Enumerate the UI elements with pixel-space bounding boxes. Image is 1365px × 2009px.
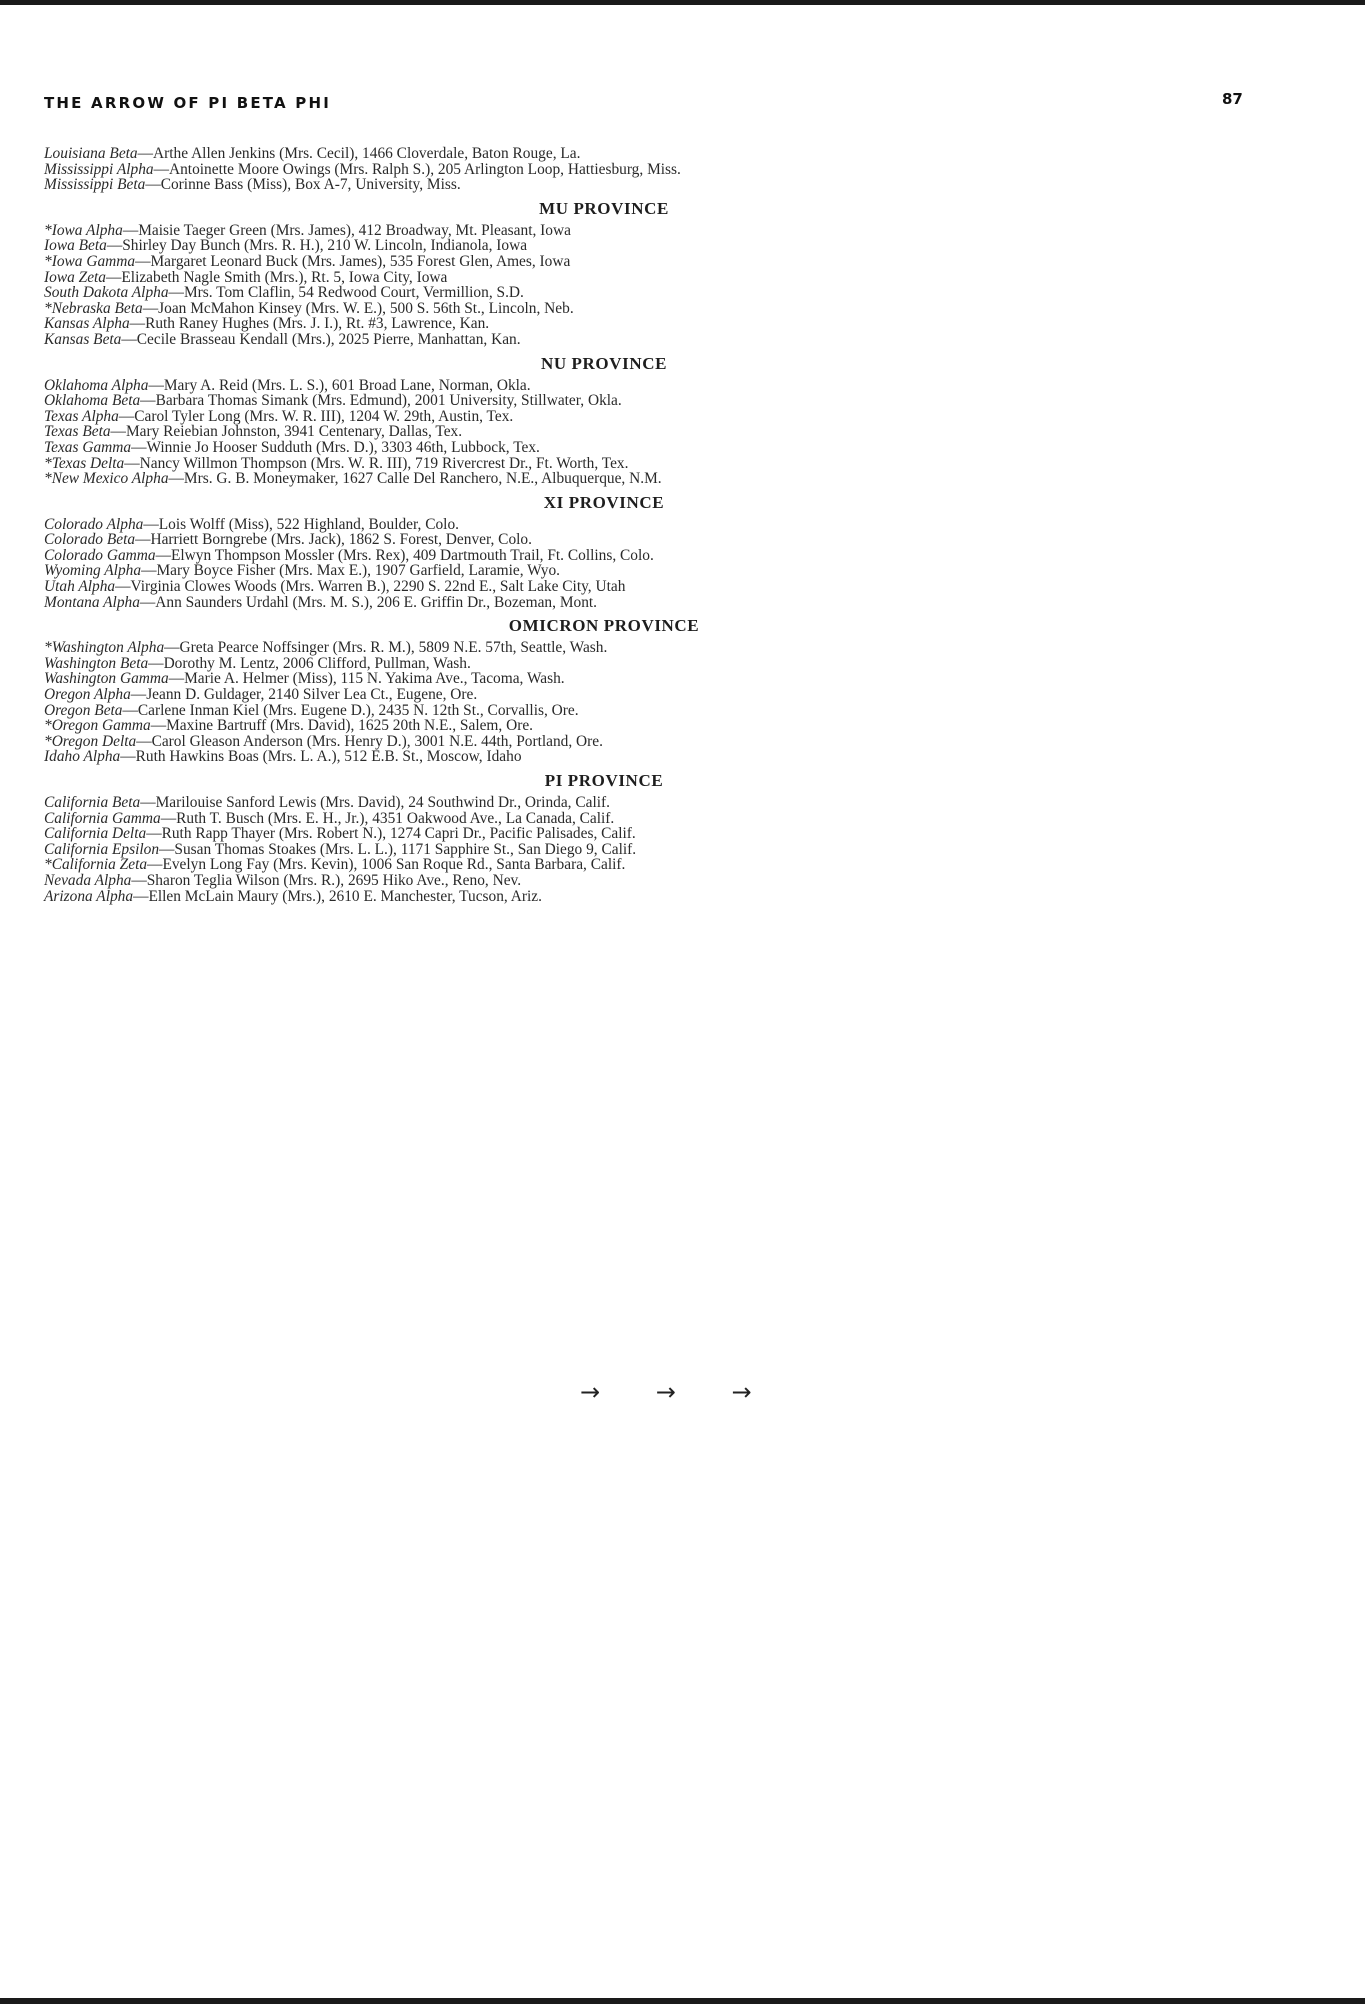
chapter-directory <box>44 146 1244 904</box>
chapter-info: Jeann D. Guldager, 2140 Silver Lea Ct., Eugene, Ore. <box>146 686 478 704</box>
em-dash: — <box>118 407 135 425</box>
chapter-name: Colorado Gamma <box>44 546 156 564</box>
chapter-name: Montana Alpha <box>44 593 140 611</box>
chapter-info: Mary A. Reid (Mrs. L. S.), 601 Broad Lane, Norman, Okla. <box>163 376 531 394</box>
chapter-name: Utah Alpha <box>44 578 116 596</box>
chapter-info: Margaret Leonard Buck (Mrs. James), 535 Forest Glen, Ames, Iowa <box>150 252 571 270</box>
province-section <box>44 770 1244 904</box>
province-heading: MU PROVINCE <box>539 198 669 218</box>
chapter-entry <box>44 409 1244 425</box>
chapter-name: *Washington Alpha <box>44 639 165 657</box>
chapter-name: Iowa Zeta <box>44 268 106 286</box>
chapter-info: Susan Thomas Stoakes (Mrs. L. L.), 1171 Sapphire St., San Diego 9, Calif. <box>174 840 637 858</box>
chapter-entry <box>44 223 1244 239</box>
em-dash: — <box>106 268 122 286</box>
chapter-entry <box>44 873 1244 889</box>
chapter-info: Ruth Raney Hughes (Mrs. J. I.), Rt. #3, Lawrence, Kan. <box>145 315 490 333</box>
em-dash: — <box>133 887 149 905</box>
em-dash: — <box>121 330 137 348</box>
province-section <box>44 615 1244 765</box>
chapter-info: Marilouise Sanford Lewis (Mrs. David), 24 Southwind Dr., Orinda, Calif. <box>155 794 610 811</box>
province-heading: PI PROVINCE <box>544 771 664 790</box>
em-dash: — <box>140 794 156 811</box>
chapter-name: *Iowa Gamma <box>44 252 136 270</box>
chapter-info: Joan McMahon Kinsey (Mrs. W. E.), 500 S. 56th St., Lincoln, Neb. <box>158 299 574 317</box>
em-dash: — <box>168 284 184 302</box>
em-dash: — <box>168 670 185 688</box>
page-bottom-edge <box>0 1998 1365 2004</box>
chapter-name: Wyoming Alpha <box>44 562 142 580</box>
chapter-name: Kansas Beta <box>44 330 122 348</box>
em-dash: — <box>142 299 159 317</box>
chapter-name: Texas Beta <box>44 423 111 441</box>
chapter-name: South Dakota Alpha <box>44 284 169 302</box>
chapter-name: Texas Alpha <box>44 407 119 425</box>
chapter-info: Carlene Inman Kiel (Mrs. Eugene D.), 2435 N. 12th St., Corvallis, Ore. <box>137 701 579 719</box>
chapter-entry <box>44 440 1244 456</box>
chapter-info: Ann Saunders Urdahl (Mrs. M. S.), 206 E. Griffin Dr., Bozeman, Mont. <box>155 593 598 611</box>
chapter-name: Louisiana Beta <box>44 145 138 162</box>
chapter-entry <box>44 424 1244 440</box>
em-dash: — <box>141 562 157 580</box>
chapter-entry <box>44 795 1244 811</box>
chapter-name: California Gamma <box>44 809 161 827</box>
chapter-name: Oklahoma Alpha <box>44 376 149 394</box>
chapter-entry <box>44 842 1244 858</box>
em-dash: — <box>130 686 147 704</box>
page-top-edge <box>0 0 1365 5</box>
chapter-entry <box>44 734 1244 750</box>
chapter-name: California Beta <box>44 794 141 811</box>
chapter-entry <box>44 579 1244 595</box>
chapter-entry <box>44 687 1244 703</box>
chapter-info: Mary Boyce Fisher (Mrs. Max E.), 1907 Garfield, Laramie, Wyo. <box>156 562 560 580</box>
chapter-info: Marie A. Helmer (Miss), 115 N. Yakima Ave., Tacoma, Wash. <box>184 670 565 688</box>
chapter-entry <box>44 749 1244 765</box>
province-section <box>44 353 1244 487</box>
chapter-info: Ruth T. Busch (Mrs. E. H., Jr.), 4351 Oakwood Ave., La Canada, Calif. <box>176 809 615 827</box>
chapter-info: Ellen McLain Maury (Mrs.), 2610 E. Manchester, Tucson, Ariz. <box>148 887 542 905</box>
chapter-entry <box>44 595 1244 611</box>
em-dash: — <box>131 438 147 456</box>
chapter-info: Antoinette Moore Owings (Mrs. Ralph S.), 205 Arlington Loop, Hattiesburg, Miss. <box>169 160 681 178</box>
chapter-entry <box>44 238 1244 254</box>
chapter-name: Washington Gamma <box>44 670 169 688</box>
chapter-info: Mrs. G. B. Moneymaker, 1627 Calle Del Ranchero, N.E., Albuquerque, N.M. <box>183 470 662 488</box>
chapter-entry <box>44 640 1244 656</box>
chapter-name: Oregon Alpha <box>44 686 131 704</box>
em-dash: — <box>160 809 177 827</box>
chapter-info: Virginia Clowes Woods (Mrs. Warren B.), 2290 S. 22nd E., Salt Lake City, Utah <box>130 578 626 596</box>
chapter-name: Colorado Beta <box>44 531 136 549</box>
chapter-entry <box>44 393 1244 409</box>
em-dash: — <box>115 578 131 596</box>
chapter-name: *Iowa Alpha <box>44 221 123 239</box>
chapter-info: Maxine Bartruff (Mrs. David), 1625 20th N.E., Salem, Ore. <box>166 717 534 735</box>
province-heading: NU PROVINCE <box>540 353 668 373</box>
chapter-info: Ruth Hawkins Boas (Mrs. L. A.), 512 E.B. St., Moscow, Idaho <box>135 748 522 766</box>
chapter-entry <box>44 146 1244 162</box>
chapter-name: Oklahoma Beta <box>44 392 141 410</box>
em-dash: — <box>136 732 152 750</box>
em-dash: — <box>137 145 154 162</box>
chapter-info: Nancy Willmon Thompson (Mrs. W. R. III), 719 Rivercrest Dr., Ft. Worth, Tex. <box>139 454 629 472</box>
province-section <box>44 492 1244 611</box>
page-number: 87 <box>1222 90 1243 108</box>
chapter-info: Elwyn Thompson Mossler (Mrs. Rex), 409 Dartmouth Trail, Ft. Collins, Colo. <box>170 546 654 564</box>
em-dash: — <box>131 871 147 889</box>
chapter-entry <box>44 718 1244 734</box>
em-dash: — <box>122 701 138 719</box>
chapter-info: Shirley Day Bunch (Mrs. R. H.), 210 W. Lincoln, Indianola, Iowa <box>122 237 528 255</box>
chapter-entry <box>44 826 1244 842</box>
chapter-entry <box>44 563 1244 579</box>
chapter-info: Dorothy M. Lentz, 2006 Clifford, Pullman, Wash. <box>163 654 471 672</box>
chapter-name: Mississippi Alpha <box>44 160 154 178</box>
chapter-name: *California Zeta <box>44 856 148 874</box>
em-dash: — <box>147 856 163 874</box>
chapter-info: Corinne Bass (Miss), Box A-7, University, Miss. <box>160 176 461 194</box>
chapter-entry <box>44 162 1244 178</box>
chapter-name: Iowa Beta <box>44 237 107 255</box>
em-dash: — <box>153 160 169 178</box>
chapter-entry <box>44 532 1244 548</box>
chapter-name: Texas Gamma <box>44 438 132 456</box>
em-dash: — <box>124 454 140 472</box>
province-heading: OMICRON PROVINCE <box>508 616 700 636</box>
em-dash: — <box>129 315 146 333</box>
chapter-entry <box>44 270 1244 286</box>
province-section <box>44 146 1244 193</box>
chapter-info: Carol Tyler Long (Mrs. W. R. III), 1204 W. 29th, Austin, Tex. <box>134 407 514 425</box>
em-dash: — <box>164 639 180 657</box>
chapter-name: Mississippi Beta <box>44 176 146 194</box>
em-dash: — <box>155 546 171 564</box>
chapter-info: Carol Gleason Anderson (Mrs. Henry D.), 3001 N.E. 44th, Portland, Ore. <box>151 732 603 750</box>
em-dash: — <box>135 252 151 270</box>
chapter-info: Cecile Brasseau Kendall (Mrs.), 2025 Pierre, Manhattan, Kan. <box>136 330 521 348</box>
chapter-entry <box>44 301 1244 317</box>
chapter-name: *Texas Delta <box>44 454 125 472</box>
chapter-entry <box>44 471 1244 487</box>
em-dash: — <box>148 376 164 394</box>
em-dash: — <box>146 825 162 843</box>
chapter-info: Winnie Jo Hooser Sudduth (Mrs. D.), 3303 46th, Lubbock, Tex. <box>146 438 540 456</box>
em-dash: — <box>159 840 175 858</box>
em-dash: — <box>139 593 156 611</box>
em-dash: — <box>120 748 136 766</box>
chapter-name: California Epsilon <box>44 840 160 858</box>
chapter-name: *Nebraska Beta <box>44 299 143 317</box>
chapter-entry <box>44 811 1244 827</box>
chapter-info: Harriett Borngrebe (Mrs. Jack), 1862 S. Forest, Denver, Colo. <box>150 531 532 549</box>
em-dash: — <box>143 515 159 533</box>
chapter-name: Washington Beta <box>44 654 149 672</box>
chapter-info: Lois Wolff (Miss), 522 Highland, Boulder, Colo. <box>158 515 459 533</box>
em-dash: — <box>148 654 164 672</box>
em-dash: — <box>145 176 161 194</box>
chapter-entry <box>44 177 1244 193</box>
chapter-entry <box>44 456 1244 472</box>
chapter-info: Barbara Thomas Simank (Mrs. Edmund), 2001 University, Stillwater, Okla. <box>155 392 622 410</box>
chapter-name: *Oregon Delta <box>44 732 137 750</box>
chapter-entry <box>44 517 1244 533</box>
em-dash: — <box>106 237 123 255</box>
chapter-name: Oregon Beta <box>44 701 123 719</box>
chapter-entry <box>44 671 1244 687</box>
em-dash: — <box>122 221 139 239</box>
chapter-name: Idaho Alpha <box>44 748 121 766</box>
chapter-entry <box>44 889 1244 905</box>
chapter-info: Evelyn Long Fay (Mrs. Kevin), 1006 San Roque Rd., Santa Barbara, Calif. <box>162 856 626 874</box>
em-dash: — <box>140 392 156 410</box>
chapter-info: Ruth Rapp Thayer (Mrs. Robert N.), 1274 Capri Dr., Pacific Palisades, Calif. <box>161 825 636 843</box>
chapter-info: Sharon Teglia Wilson (Mrs. R.), 2695 Hiko Ave., Reno, Nev. <box>146 871 522 889</box>
chapter-entry <box>44 316 1244 332</box>
province-heading: XI PROVINCE <box>543 492 665 512</box>
arrow-ornament-icon: → → → <box>580 1378 776 1406</box>
chapter-info: Arthe Allen Jenkins (Mrs. Cecil), 1466 Cloverdale, Baton Rouge, La. <box>153 145 581 162</box>
chapter-name: California Delta <box>44 825 147 843</box>
chapter-name: *Oregon Gamma <box>44 717 151 735</box>
em-dash: — <box>110 423 126 441</box>
em-dash: — <box>150 717 167 735</box>
chapter-entry <box>44 332 1244 348</box>
em-dash: — <box>135 531 151 549</box>
chapter-entry <box>44 857 1244 873</box>
chapter-entry <box>44 254 1244 270</box>
chapter-name: Colorado Alpha <box>44 515 144 533</box>
chapter-info: Maisie Taeger Green (Mrs. James), 412 Broadway, Mt. Pleasant, Iowa <box>138 221 571 239</box>
chapter-entry <box>44 656 1244 672</box>
chapter-name: Arizona Alpha <box>44 887 134 905</box>
running-title: THE ARROW OF PI BETA PHI <box>44 94 332 112</box>
chapter-name: *New Mexico Alpha <box>44 470 169 488</box>
chapter-name: Nevada Alpha <box>44 871 132 889</box>
em-dash: — <box>168 470 184 488</box>
chapter-info: Mary Reiebian Johnston, 3941 Centenary, Dallas, Tex. <box>125 423 463 441</box>
chapter-entry <box>44 378 1244 394</box>
chapter-entry <box>44 548 1244 564</box>
province-section <box>44 198 1244 348</box>
chapter-info: Elizabeth Nagle Smith (Mrs.), Rt. 5, Iowa City, Iowa <box>121 268 448 286</box>
chapter-entry <box>44 703 1244 719</box>
chapter-name: Kansas Alpha <box>44 315 130 333</box>
chapter-info: Mrs. Tom Claflin, 54 Redwood Court, Vermillion, S.D. <box>183 284 524 302</box>
chapter-entry <box>44 285 1244 301</box>
chapter-info: Greta Pearce Noffsinger (Mrs. R. M.), 5809 N.E. 57th, Seattle, Wash. <box>179 639 608 657</box>
